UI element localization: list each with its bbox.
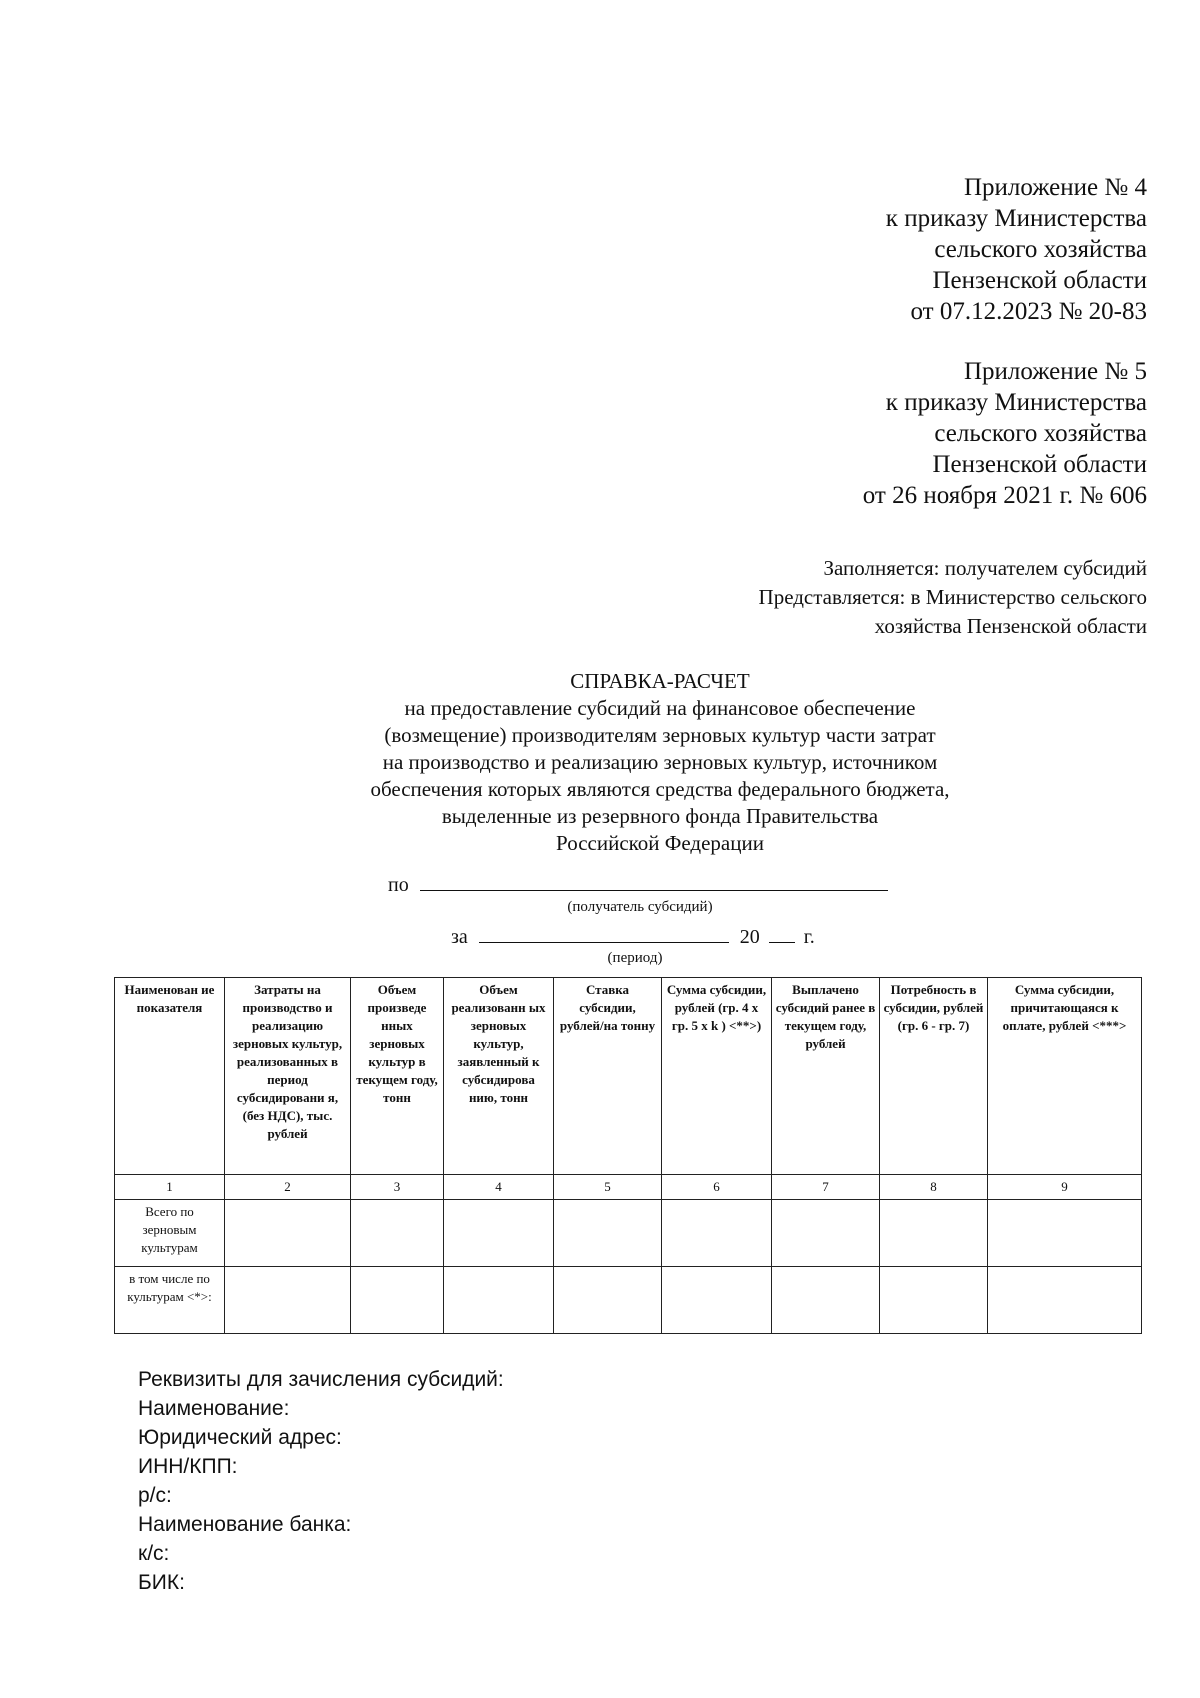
table-cell[interactable] [554,1267,662,1334]
table-cell[interactable] [662,1200,772,1267]
requisites-field: р/с: [138,1484,172,1507]
appendix-5-line: Пензенской области [932,451,1147,478]
period-field[interactable] [479,922,729,943]
requisites-field: ИНН/КПП: [138,1455,238,1478]
table-cell[interactable] [444,1267,554,1334]
table-header-cell: Сумма субсидии, причитающаяся к оплате, рублей <***> [988,978,1142,1175]
appendix-5-header [863,356,1147,511]
document-title [320,668,1000,857]
table-header-cell: Потребность в субсидии, рублей (гр. 6 - гр. 7) [880,978,988,1175]
table-cell[interactable] [772,1267,880,1334]
title-line: выделенные из резервного фонда Правительства [441,804,879,828]
requisites-heading: Реквизиты для зачисления субсидий: [138,1368,504,1391]
period-year-field[interactable] [769,922,795,943]
table-header-cell: Наименован ие показателя [115,978,225,1175]
column-number: 2 [225,1175,351,1200]
period-prefix: за [451,926,468,948]
table-cell[interactable] [351,1267,444,1334]
table-cell[interactable] [880,1200,988,1267]
appendix-5-line: к приказу Министерства [885,389,1147,416]
table-number-row [115,1175,1142,1200]
column-number: 6 [662,1175,772,1200]
column-number: 4 [444,1175,554,1200]
appendix-5-line: от 26 ноября 2021 г. № 606 [862,482,1147,509]
appendix-4-line: Приложение № 4 [963,174,1147,201]
table-cell[interactable] [662,1267,772,1334]
appendix-4-header [886,172,1147,327]
table-cell[interactable] [554,1200,662,1267]
column-number: 3 [351,1175,444,1200]
table-header-row [115,978,1142,1175]
table-cell[interactable] [988,1267,1142,1334]
requisites-field: Наименование банка: [138,1513,352,1536]
appendix-4-line: от 07.12.2023 № 20-83 [910,298,1147,325]
column-number: 7 [772,1175,880,1200]
row-label: Всего по зерновым культурам [115,1200,225,1267]
table-header-cell: Затраты на производство и реализацию зерновых культур, реализованных в период субсидировани я, (без НДС), тыс. рублей [225,978,351,1175]
title-heading: СПРАВКА-РАСЧЕТ [570,669,750,693]
table-header-cell: Сумма субсидии, рублей (гр. 4 x гр. 5 x k ) <**>) [662,978,772,1175]
column-number: 9 [988,1175,1142,1200]
table-row [115,1267,1142,1334]
recipient-prefix: по [388,874,409,896]
fill-info [759,554,1147,641]
table-cell[interactable] [351,1200,444,1267]
period-year-prefix: 20 [739,926,760,948]
recipient-caption: (получатель субсидий) [567,899,713,915]
title-line: на предоставление субсидий на финансовое обеспечение [404,696,916,720]
recipient-line [388,870,888,897]
table-header-cell: Объем произведе нных зерновых культур в текущем году, тонн [351,978,444,1175]
appendix-5-line: Приложение № 5 [963,358,1147,385]
fill-info-line: Заполняется: получателем субсидий [823,556,1147,580]
period-year-suffix: г. [803,926,815,948]
appendix-5-line: сельского хозяйства [934,420,1147,447]
row-label: в том числе по культурам <*>: [115,1267,225,1334]
table-cell[interactable] [444,1200,554,1267]
column-number: 5 [554,1175,662,1200]
requisites-field: к/с: [138,1542,170,1565]
payment-requisites [138,1365,504,1597]
requisites-field: Юридический адрес: [138,1426,342,1449]
title-line: (возмещение) производителям зерновых культур части затрат [384,723,936,747]
table-cell[interactable] [772,1200,880,1267]
column-number: 8 [880,1175,988,1200]
title-line: Российской Федерации [556,831,764,855]
appendix-4-line: к приказу Министерства [885,205,1147,232]
table-cell[interactable] [880,1267,988,1334]
table-header-cell: Ставка субсидии, рублей/на тонну [554,978,662,1175]
title-line: обеспечения которых являются средства федерального бюджета, [370,777,950,801]
table-cell[interactable] [225,1200,351,1267]
period-caption: (период) [607,950,663,966]
subsidy-calculation-table [114,977,1142,1334]
fill-info-line: хозяйства Пензенской области [874,614,1147,638]
requisites-field: БИК: [138,1571,185,1594]
table-header-cell: Выплачено субсидий ранее в текущем году, рублей [772,978,880,1175]
table-cell[interactable] [225,1267,351,1334]
table-cell[interactable] [988,1200,1142,1267]
table-header-cell: Объем реализованн ых зерновых культур, заявленный к субсидирова нию, тонн [444,978,554,1175]
appendix-4-line: сельского хозяйства [934,236,1147,263]
recipient-field[interactable] [420,870,888,891]
period-line [451,922,815,949]
title-line: на производство и реализацию зерновых культур, источником [382,750,938,774]
fill-info-line: Представляется: в Министерство сельского [758,585,1147,609]
requisites-field: Наименование: [138,1397,290,1420]
column-number: 1 [115,1175,225,1200]
table-row [115,1200,1142,1267]
appendix-4-line: Пензенской области [932,267,1147,294]
